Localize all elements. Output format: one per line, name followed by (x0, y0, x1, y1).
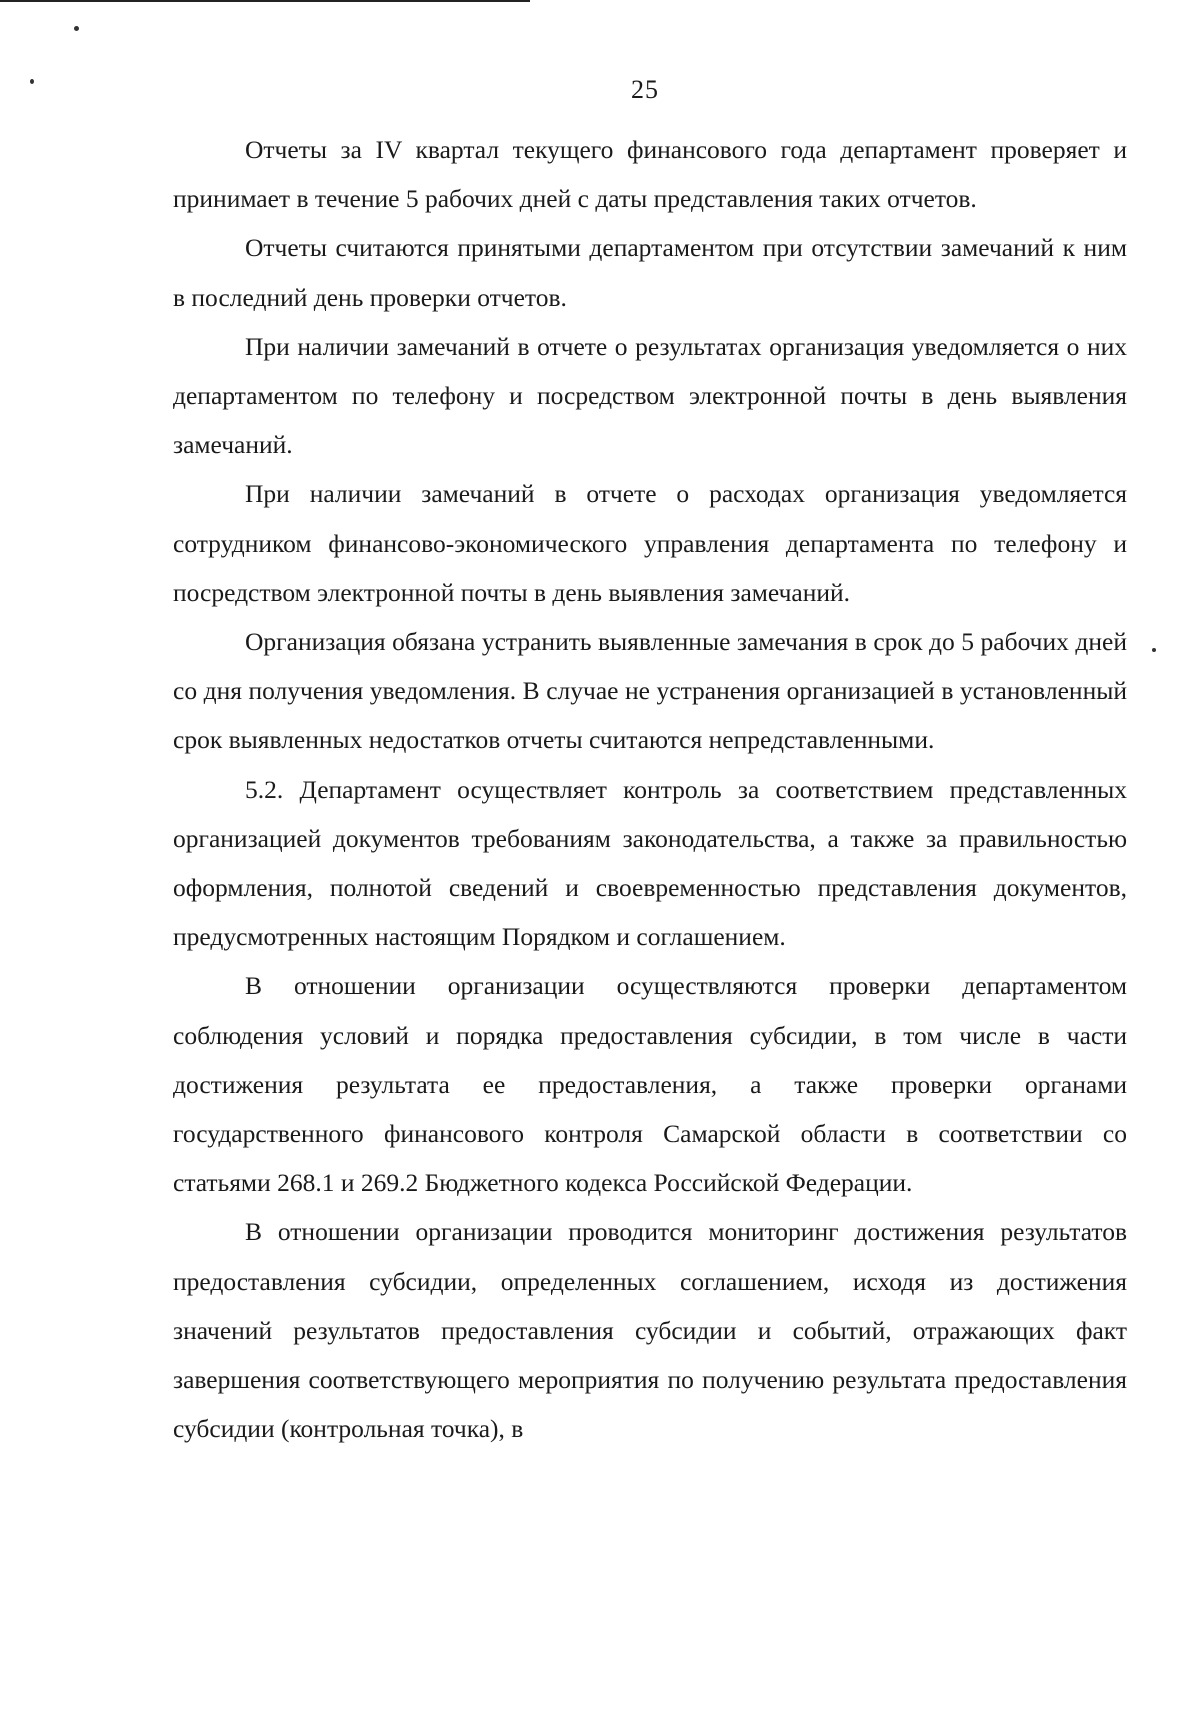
paragraph: При наличии замечаний в отчете о результатах организация уведомляется о них департаментом по телефону и посредством электронной почты в день выявления замечаний. (173, 331, 1127, 460)
paragraph: При наличии замечаний в отчете о расходах организация уведомляется сотрудником финансово-экономического управления департамента по телефону и посредством электронной почты в день выявления замечаний. (173, 479, 1127, 607)
paragraph: В отношении организации осуществляются проверки департаментом соблюдения условий и порядка предоставления субсидии, в том числе в части достижения результата ее предоставления, а также проверки органами государственного финансового контроля Самарской области в соответствии со статьями 268.1 и 269.2 Бюджетного кодекса Российской Федерации. (173, 971, 1127, 1198)
paragraph: Отчеты за IV квартал текущего финансового года департамент проверяет и принимает в течение 5 рабочих дней с даты представления таких отчетов. (173, 135, 1127, 214)
scan-top-rule (0, 0, 530, 2)
paragraph: 5.2. Департамент осуществляет контроль за соответствием представленных организацией документов требованиям законодательства, а также за правильностью оформления, полнотой сведений и своевременностью представления документов, предусмотренных настоящим Порядком и соглашением. (173, 774, 1127, 952)
document-body (173, 125, 1127, 1453)
paragraph: Организация обязана устранить выявленные замечания в срок до 5 рабочих дней со дня получения уведомления. В случае не устранения организацией в установленный срок выявленных недостатков отчеты считаются непредставленными. (173, 627, 1127, 755)
paragraph: Отчеты считаются принятыми департаментом при отсутствии замечаний к ним в последний день проверки отчетов. (173, 233, 1127, 312)
scan-speck (74, 26, 79, 31)
scan-speck (1152, 648, 1156, 652)
page-number: 25 (631, 75, 659, 104)
paragraph: В отношении организации проводится мониторинг достижения результатов предоставления субсидии, определенных соглашением, исходя из достижения значений результатов предоставления субсидии и событий, отражающих факт завершения соответствующего мероприятия по получению результата предоставления субсидии (контрольная точка), в (173, 1217, 1127, 1444)
